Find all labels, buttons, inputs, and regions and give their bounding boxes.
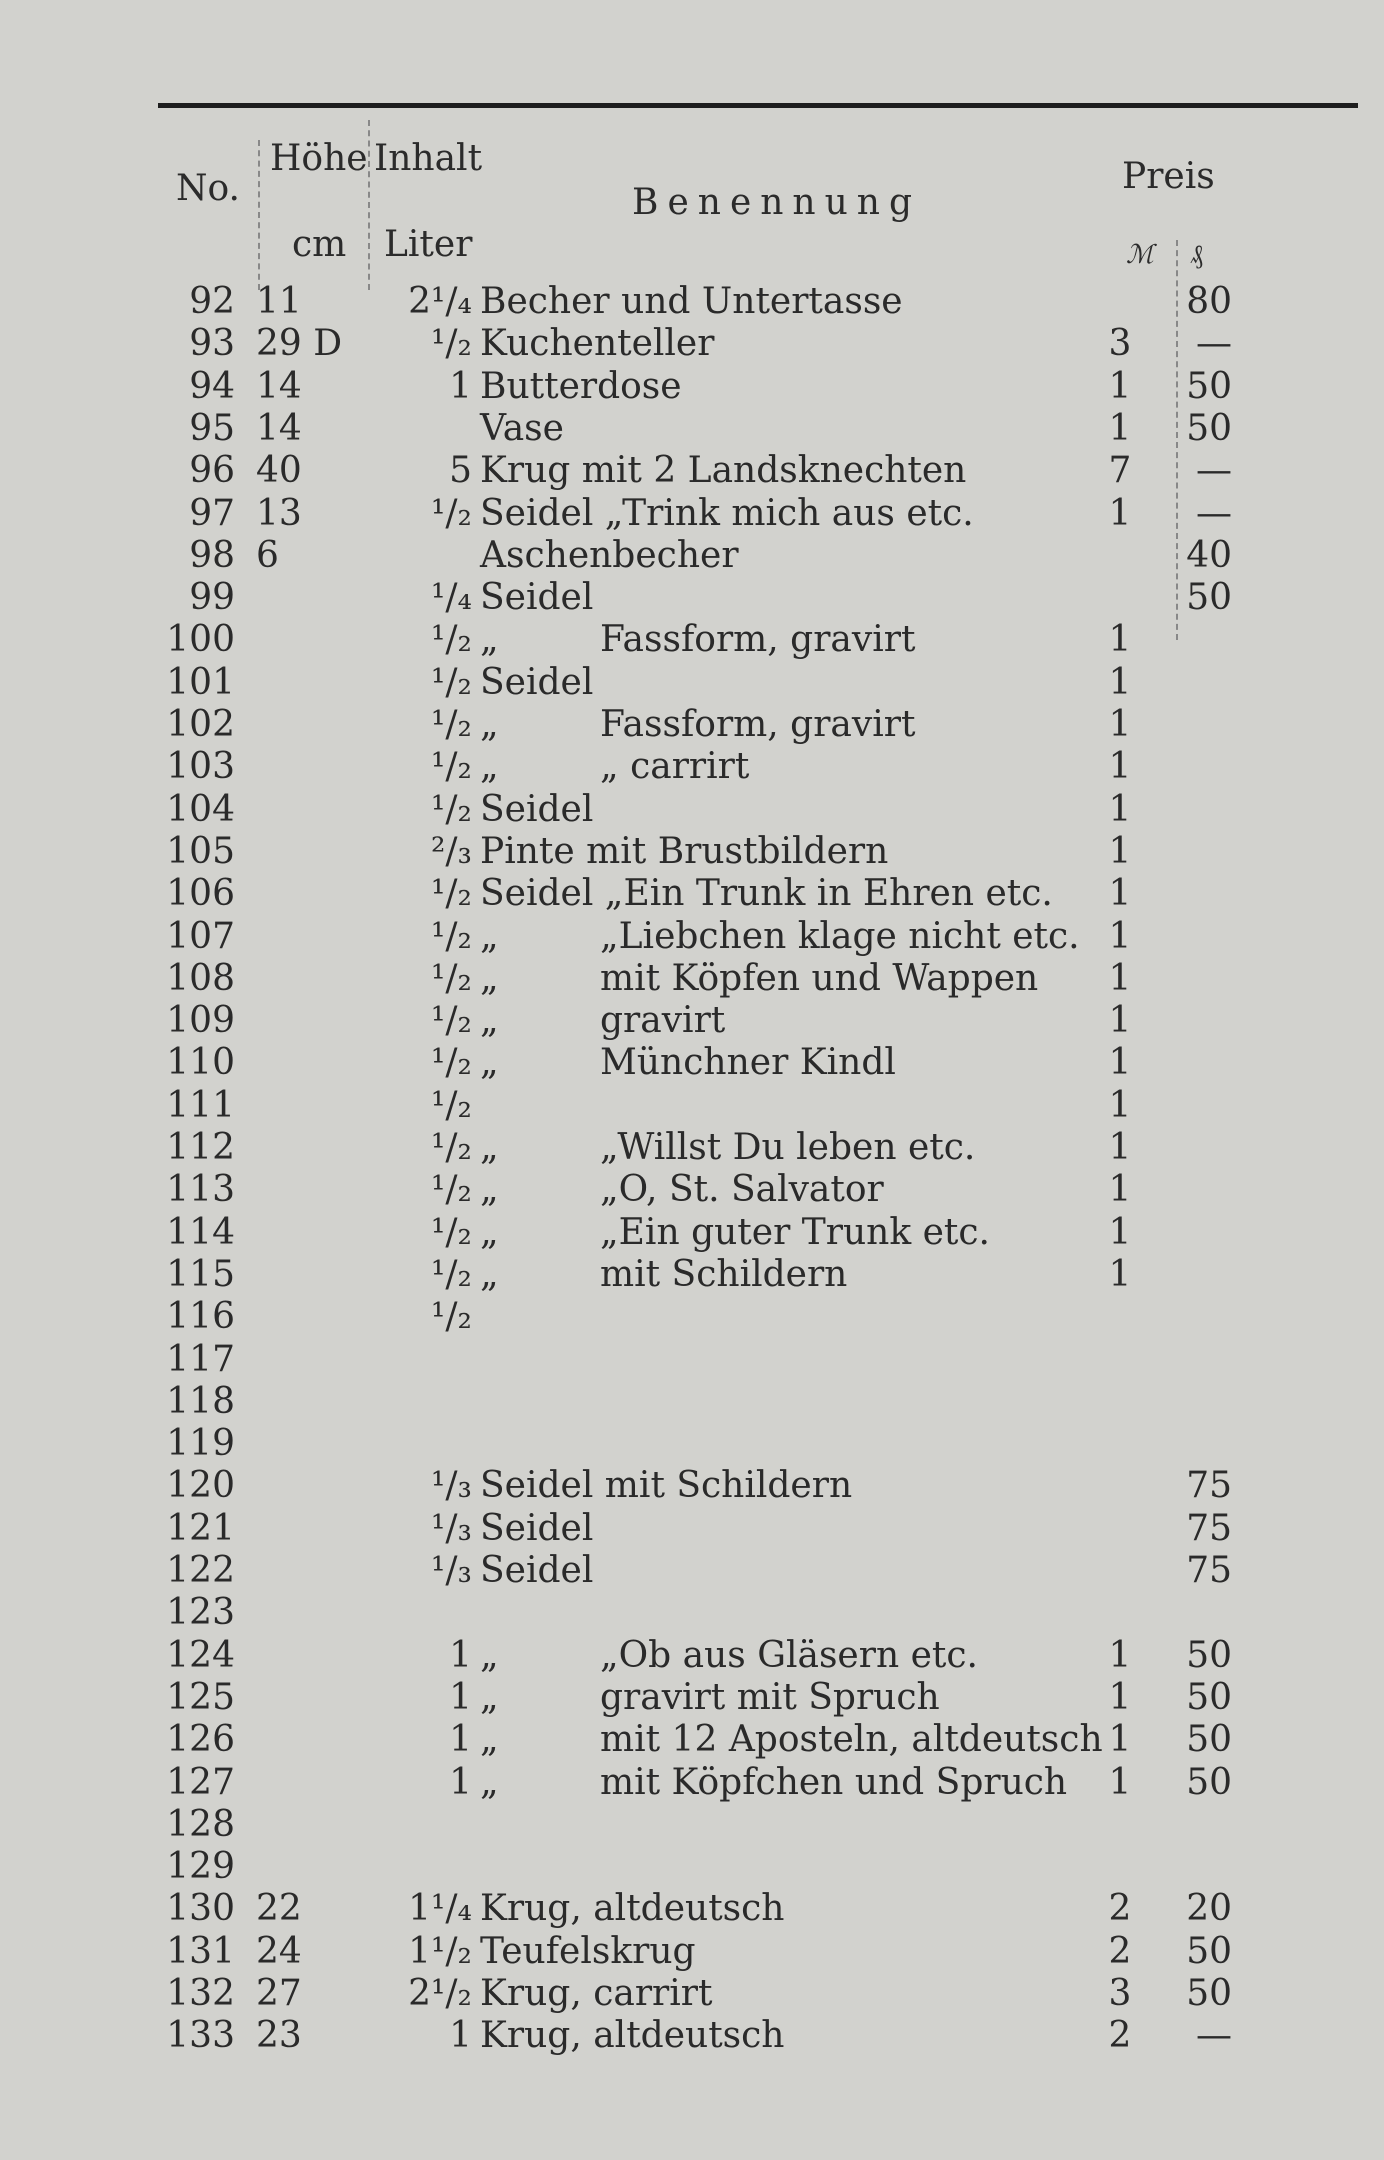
item-description: „ carrirt: [600, 746, 750, 787]
item-number: 126: [166, 1719, 235, 1760]
item-price-mark: 1: [1108, 1169, 1132, 1210]
item-volume: ¹/₂: [431, 916, 472, 957]
item-name: Krug, carrirt: [480, 1973, 713, 2014]
header-inhalt-unit: Liter: [384, 224, 473, 265]
item-volume: ¹/₂: [431, 323, 472, 364]
item-number: 129: [166, 1846, 235, 1887]
item-price-mark: 1: [1108, 408, 1132, 449]
item-volume: ¹/₂: [431, 873, 472, 914]
item-price-pfennig: 50: [1186, 1762, 1232, 1803]
item-price-mark: 1: [1108, 1677, 1132, 1718]
item-price-mark: 1: [1108, 493, 1132, 534]
item-description: „Ob aus Gläsern etc.: [600, 1635, 978, 1676]
table-row: [0, 1255, 1384, 1295]
item-description: mit Köpfen und Wappen: [600, 958, 1039, 999]
header-benennung: Benennung: [632, 182, 922, 223]
item-price-mark: 2: [1108, 1931, 1132, 1972]
table-row: [0, 1213, 1384, 1253]
item-name: Becher und Untertasse: [480, 281, 903, 322]
header-hoehe: Höhe: [270, 138, 368, 179]
item-name: „: [480, 704, 499, 745]
item-height: 11: [256, 281, 302, 322]
item-number: 127: [166, 1762, 235, 1803]
item-price-pfennig: —: [1196, 493, 1232, 534]
item-volume: ¹/₃: [431, 1550, 472, 1591]
table-row: [0, 409, 1384, 449]
item-number: 106: [166, 873, 235, 914]
item-name: Seidel „Trink mich aus etc.: [480, 493, 974, 534]
item-number: 115: [166, 1254, 235, 1295]
item-volume: ¹/₂: [431, 704, 472, 745]
item-volume: ¹/₂: [431, 662, 472, 703]
header-pfennig: ₰: [1190, 240, 1203, 270]
item-description: „Liebchen klage nicht etc.: [600, 916, 1080, 957]
item-description: Fassform, gravirt: [600, 704, 916, 745]
table-row: [0, 1593, 1384, 1633]
item-volume: ¹/₂: [431, 493, 472, 534]
item-height: 6: [256, 535, 279, 576]
item-price-mark: 1: [1108, 1635, 1132, 1676]
item-name: Seidel: [480, 662, 594, 703]
item-name: Krug mit 2 Landsknechten: [480, 450, 967, 491]
item-name: „: [480, 1254, 499, 1295]
item-volume: 1: [449, 1677, 472, 1718]
table-row: [0, 536, 1384, 576]
item-number: 112: [166, 1127, 235, 1168]
item-name: „: [480, 958, 499, 999]
item-volume: ¹/₂: [431, 746, 472, 787]
item-height: 23: [256, 2015, 302, 2056]
item-price-mark: 1: [1108, 619, 1132, 660]
item-height: 13: [256, 493, 302, 534]
item-volume: ¹/₂: [431, 1085, 472, 1126]
table-row: [0, 1551, 1384, 1591]
item-volume: ¹/₄: [431, 577, 472, 618]
item-description: „Ein guter Trunk etc.: [600, 1212, 990, 1253]
top-rule: [158, 103, 1358, 108]
item-price-mark: 1: [1108, 704, 1132, 745]
table-row: [0, 1297, 1384, 1337]
table-row: [0, 282, 1384, 322]
item-description: Münchner Kindl: [600, 1042, 896, 1083]
item-price-pfennig: 75: [1186, 1550, 1232, 1591]
item-name: „: [480, 1000, 499, 1041]
item-number: 92: [189, 281, 235, 322]
table-row: [0, 578, 1384, 618]
item-number: 101: [166, 662, 235, 703]
item-number: 125: [166, 1677, 235, 1718]
column-divider-hoehe: [258, 140, 260, 290]
item-price-mark: 1: [1108, 831, 1132, 872]
item-height: 22: [256, 1888, 302, 1929]
item-number: 117: [166, 1339, 235, 1380]
item-number: 96: [189, 450, 235, 491]
item-description: mit Schildern: [600, 1254, 848, 1295]
table-row: [0, 1170, 1384, 1210]
item-price-mark: 1: [1108, 789, 1132, 830]
item-name: „: [480, 1169, 499, 1210]
item-price-mark: 1: [1108, 366, 1132, 407]
item-price-pfennig: 75: [1186, 1508, 1232, 1549]
item-price-mark: 1: [1108, 1762, 1132, 1803]
item-height: 40: [256, 450, 302, 491]
item-price-mark: 1: [1108, 746, 1132, 787]
item-price-pfennig: —: [1196, 323, 1232, 364]
item-price-mark: 3: [1108, 1973, 1132, 2014]
item-volume: 5: [449, 450, 472, 491]
item-price-mark: 1: [1108, 662, 1132, 703]
table-row: [0, 620, 1384, 660]
item-price-pfennig: 50: [1186, 1719, 1232, 1760]
table-row: [0, 324, 1384, 364]
header-inhalt: Inhalt: [374, 138, 483, 179]
item-volume: ¹/₂: [431, 789, 472, 830]
item-price-mark: 7: [1108, 450, 1132, 491]
item-price-pfennig: —: [1196, 2015, 1232, 2056]
item-price-mark: 1: [1108, 1254, 1132, 1295]
item-number: 121: [166, 1508, 235, 1549]
item-name: „: [480, 619, 499, 660]
item-price-pfennig: 50: [1186, 1635, 1232, 1676]
item-name: Kuchenteller: [480, 323, 715, 364]
table-row: [0, 874, 1384, 914]
item-price-mark: 1: [1108, 873, 1132, 914]
item-number: 102: [166, 704, 235, 745]
table-row: [0, 832, 1384, 872]
item-price-mark: 1: [1108, 916, 1132, 957]
item-volume: ¹/₂: [431, 619, 472, 660]
item-number: 109: [166, 1000, 235, 1041]
item-number: 128: [166, 1804, 235, 1845]
item-name: Seidel „Ein Trunk in Ehren etc.: [480, 873, 1053, 914]
item-number: 98: [189, 535, 235, 576]
item-number: 94: [189, 366, 235, 407]
item-price-pfennig: 50: [1186, 1677, 1232, 1718]
item-number: 93: [189, 323, 235, 364]
item-volume: ¹/₂: [431, 1000, 472, 1041]
table-row: [0, 1001, 1384, 1041]
item-number: 103: [166, 746, 235, 787]
item-description: mit 12 Aposteln, altdeutsch: [600, 1719, 1103, 1760]
table-row: [0, 1889, 1384, 1929]
item-price-mark: 1: [1108, 958, 1132, 999]
item-name: Seidel mit Schildern: [480, 1465, 853, 1506]
table-row: [0, 2016, 1384, 2056]
item-price-mark: 2: [1108, 2015, 1132, 2056]
item-name: Seidel: [480, 1508, 594, 1549]
table-row: [0, 1128, 1384, 1168]
item-price-mark: 1: [1108, 1085, 1132, 1126]
item-number: 116: [166, 1296, 235, 1337]
item-number: 122: [166, 1550, 235, 1591]
item-name: Vase: [480, 408, 564, 449]
table-row: [0, 959, 1384, 999]
table-row: [0, 1086, 1384, 1126]
item-number: 111: [166, 1085, 235, 1126]
item-price-pfennig: 80: [1186, 281, 1232, 322]
item-volume: 1¹/₂: [408, 1931, 472, 1972]
table-row: [0, 747, 1384, 787]
item-volume: ¹/₂: [431, 1127, 472, 1168]
item-volume: ¹/₂: [431, 1042, 472, 1083]
table-row: [0, 1805, 1384, 1845]
item-number: 131: [166, 1931, 235, 1972]
item-number: 123: [166, 1592, 235, 1633]
item-price-pfennig: —: [1196, 450, 1232, 491]
item-volume: ¹/₂: [431, 958, 472, 999]
item-name: „: [480, 916, 499, 957]
table-row: [0, 1043, 1384, 1083]
item-height: 27: [256, 1973, 302, 2014]
item-volume: ¹/₂: [431, 1254, 472, 1295]
table-row: [0, 1424, 1384, 1464]
item-name: Krug, altdeutsch: [480, 2015, 785, 2056]
item-description: „Willst Du leben etc.: [600, 1127, 976, 1168]
item-name: „: [480, 1762, 499, 1803]
table-row: [0, 705, 1384, 745]
item-number: 99: [189, 577, 235, 618]
item-price-pfennig: 50: [1186, 366, 1232, 407]
item-name: Pinte mit Brustbildern: [480, 831, 889, 872]
item-price-mark: 2: [1108, 1888, 1132, 1929]
table-row: [0, 1763, 1384, 1803]
item-name: „: [480, 1635, 499, 1676]
item-number: 114: [166, 1212, 235, 1253]
item-name: „: [480, 1212, 499, 1253]
item-name: Seidel: [480, 1550, 594, 1591]
item-number: 107: [166, 916, 235, 957]
item-number: 108: [166, 958, 235, 999]
item-number: 110: [166, 1042, 235, 1083]
item-number: 124: [166, 1635, 235, 1676]
item-number: 113: [166, 1169, 235, 1210]
item-number: 95: [189, 408, 235, 449]
item-height: 14: [256, 366, 302, 407]
table-row: [0, 1720, 1384, 1760]
table-row: [0, 1340, 1384, 1380]
header-preis: Preis: [1122, 156, 1215, 197]
item-volume: ¹/₃: [431, 1508, 472, 1549]
table-row: [0, 451, 1384, 491]
item-price-mark: 1: [1108, 1042, 1132, 1083]
table-row: [0, 1678, 1384, 1718]
item-volume: ¹/₂: [431, 1212, 472, 1253]
item-number: 119: [166, 1423, 235, 1464]
item-volume: 1: [449, 1635, 472, 1676]
item-volume: 1: [449, 1762, 472, 1803]
header-hoehe-unit: cm: [292, 224, 347, 265]
item-height: 29 D: [256, 323, 343, 364]
item-price-mark: 1: [1108, 1212, 1132, 1253]
table-row: [0, 917, 1384, 957]
item-number: 100: [166, 619, 235, 660]
item-price-mark: 1: [1108, 1719, 1132, 1760]
item-name: „: [480, 1677, 499, 1718]
table-row: [0, 1509, 1384, 1549]
header-no: No.: [176, 168, 240, 209]
item-number: 118: [166, 1381, 235, 1422]
item-description: gravirt mit Spruch: [600, 1677, 940, 1718]
item-volume: 1: [449, 1719, 472, 1760]
item-volume: ¹/₂: [431, 1296, 472, 1337]
item-description: mit Köpfchen und Spruch: [600, 1762, 1068, 1803]
item-price-mark: 1: [1108, 1127, 1132, 1168]
item-name: „: [480, 1719, 499, 1760]
item-price-pfennig: 75: [1186, 1465, 1232, 1506]
item-height: 24: [256, 1931, 302, 1972]
item-name: Krug, altdeutsch: [480, 1888, 785, 1929]
item-price-pfennig: 50: [1186, 1931, 1232, 1972]
column-divider-inhalt: [368, 120, 370, 290]
table-row: [0, 1847, 1384, 1887]
table-row: [0, 663, 1384, 703]
item-number: 132: [166, 1973, 235, 2014]
item-name: Aschenbecher: [480, 535, 739, 576]
item-price-mark: 1: [1108, 1000, 1132, 1041]
table-row: [0, 1974, 1384, 2014]
item-description: „O, St. Salvator: [600, 1169, 884, 1210]
table-row: [0, 367, 1384, 407]
item-number: 133: [166, 2015, 235, 2056]
item-number: 104: [166, 789, 235, 830]
item-volume: 2¹/₄: [408, 281, 472, 322]
item-description: gravirt: [600, 1000, 726, 1041]
item-number: 130: [166, 1888, 235, 1929]
item-price-pfennig: 50: [1186, 577, 1232, 618]
item-name: Teufelskrug: [480, 1931, 696, 1972]
item-volume: 1¹/₄: [408, 1888, 472, 1929]
table-row: [0, 1466, 1384, 1506]
item-name: „: [480, 1042, 499, 1083]
item-name: Seidel: [480, 789, 594, 830]
table-row: [0, 494, 1384, 534]
item-volume: ²/₃: [431, 831, 472, 872]
table-row: [0, 790, 1384, 830]
table-row: [0, 1932, 1384, 1972]
item-price-pfennig: 50: [1186, 408, 1232, 449]
table-row: [0, 1636, 1384, 1676]
item-price-mark: 3: [1108, 323, 1132, 364]
item-description: Fassform, gravirt: [600, 619, 916, 660]
item-price-pfennig: 20: [1186, 1888, 1232, 1929]
item-price-pfennig: 40: [1186, 535, 1232, 576]
item-volume: 1: [449, 366, 472, 407]
item-number: 120: [166, 1465, 235, 1506]
item-name: „: [480, 1127, 499, 1168]
item-volume: 2¹/₂: [408, 1973, 472, 2014]
item-height: 14: [256, 408, 302, 449]
header-mark: ℳ: [1126, 240, 1154, 270]
item-name: „: [480, 746, 499, 787]
item-number: 105: [166, 831, 235, 872]
table-row: [0, 1382, 1384, 1422]
item-volume: ¹/₃: [431, 1465, 472, 1506]
item-volume: 1: [449, 2015, 472, 2056]
item-number: 97: [189, 493, 235, 534]
item-price-pfennig: 50: [1186, 1973, 1232, 2014]
item-volume: ¹/₂: [431, 1169, 472, 1210]
item-name: Butterdose: [480, 366, 682, 407]
item-name: Seidel: [480, 577, 594, 618]
